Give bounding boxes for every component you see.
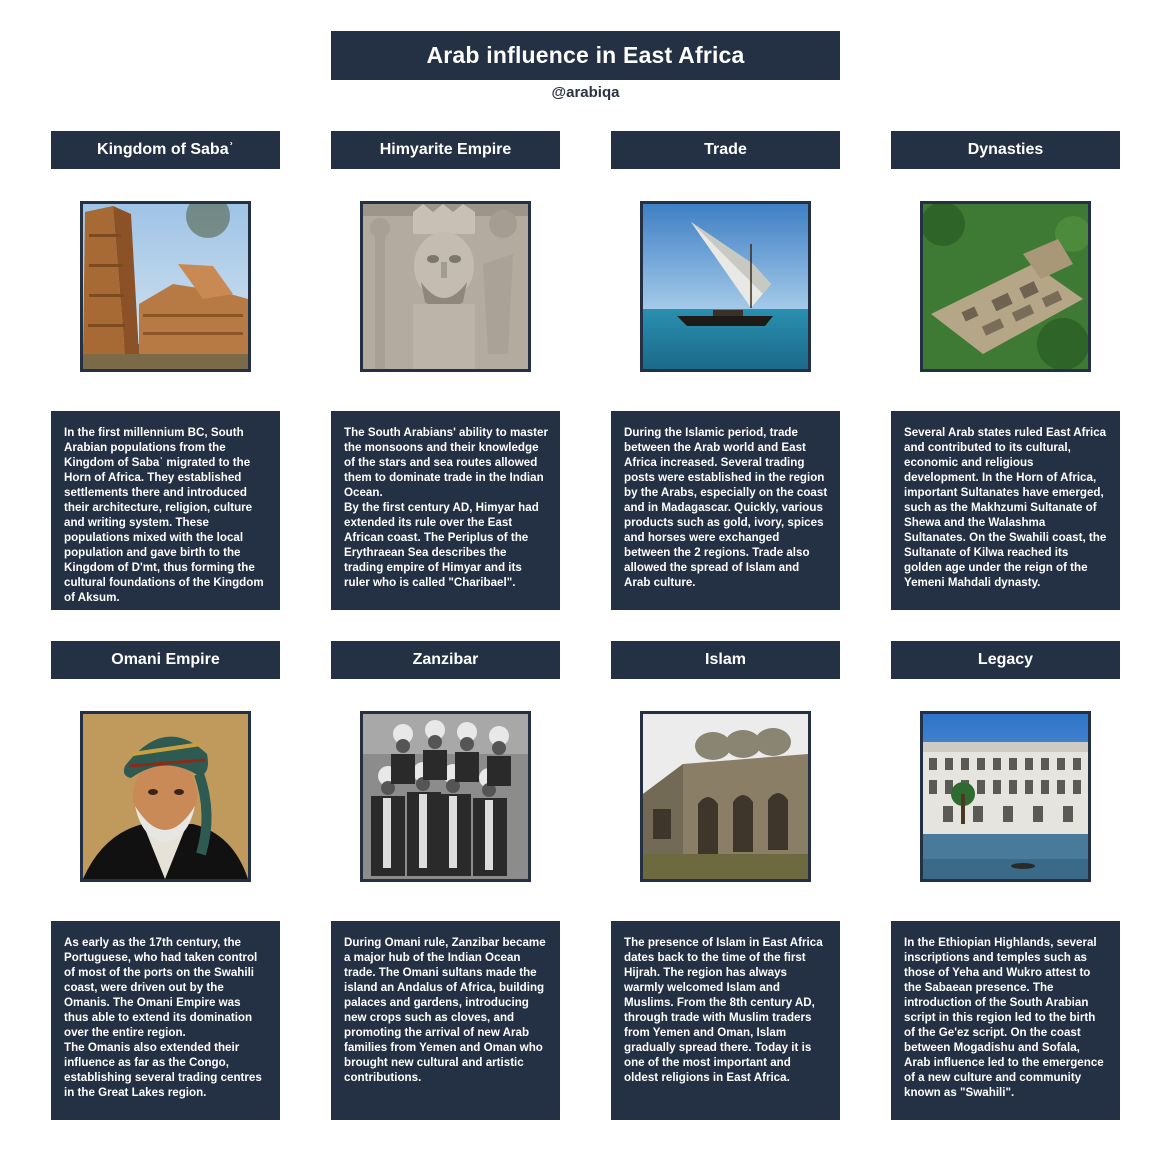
card-trade <box>611 131 840 620</box>
card-zanzibar <box>331 641 560 1130</box>
aerial-ruins-image <box>920 201 1091 372</box>
card-description: In the Ethiopian Highlands, several inscriptions and temples such as those of Yeha and Wukro attest to the Sabaean presence. The introduction of the South Arabian script in this region led to the birth of the Ge'ez script. On the coast between Mogadishu and Sofala, Arab influence led to the emergence of a new culture and community known as "Swahili". <box>891 921 1120 1120</box>
card-title: Kingdom of Sabaʾ <box>51 131 280 169</box>
card-kingdom-of-saba <box>51 131 280 620</box>
stone-relief-image <box>360 201 531 372</box>
portrait-image <box>80 711 251 882</box>
page-title: Arab influence in East Africa <box>331 31 840 80</box>
card-description: During the Islamic period, trade between the Arab world and East Africa increased. Several trading posts were established in the region by the Arabs, especially on the coast and in Madagascar. Quickly, various products such as gold, ivory, spices and horses were exchanged between the 2 regions. Trade also allowed the spread of Islam and Arab culture. <box>611 411 840 610</box>
mosque-ruins-image <box>640 711 811 882</box>
group-photo-image <box>360 711 531 882</box>
card-title: Omani Empire <box>51 641 280 679</box>
card-title: Zanzibar <box>331 641 560 679</box>
card-description: The presence of Islam in East Africa dates back to the time of the first Hijrah. The region has always warmly welcomed Islam and Muslims. From the 8th century AD, through trade with Muslim traders from Yemen and Oman, Islam gradually spread there. Today it is one of the most important and oldest religions in East Africa. <box>611 921 840 1120</box>
card-omani-empire <box>51 641 280 1130</box>
card-title: Dynasties <box>891 131 1120 169</box>
waterfront-image <box>920 711 1091 882</box>
card-title: Himyarite Empire <box>331 131 560 169</box>
card-description: The South Arabians' ability to master the monsoons and their knowledge of the stars and sea routes allowed them to dominate trade in the Indian Ocean. By the first century AD, Himyar had extended its rule over the East African coast. The Periplus of the Erythraean Sea describes the trading empire of Himyar and its ruler who is called "Charibael". <box>331 411 560 610</box>
dhow-boat-image <box>640 201 811 372</box>
card-description: During Omani rule, Zanzibar became a major hub of the Indian Ocean trade. The Omani sultans made the island an Andalus of Africa, building palaces and gardens, introducing new crops such as cloves, and promoting the arrival of new Arab families from Yemen and Oman who brought new cultural and artistic contributions. <box>331 921 560 1120</box>
card-description: Several Arab states ruled East Africa and contributed to its cultural, economic and religious development. In the Horn of Africa, important Sultanates have emerged, such as the Makhzumi Sultanate of Shewa and the Walashma Sultanates. On the Swahili coast, the Sultanate of Kilwa reached its golden age under the reign of the Yemeni Mahdali dynasty. <box>891 411 1120 610</box>
card-title: Legacy <box>891 641 1120 679</box>
card-legacy <box>891 641 1120 1130</box>
card-title: Trade <box>611 131 840 169</box>
temple-ruins-image <box>80 201 251 372</box>
card-dynasties <box>891 131 1120 620</box>
author-handle: @arabiqa <box>551 84 620 101</box>
card-description: In the first millennium BC, South Arabian populations from the Kingdom of Sabaʾ migrated to the Horn of Africa. They established settlements there and introduced their architecture, religion, culture and writing system. These populations mixed with the local population and gave birth to the Kingdom of D'mt, thus forming the cultural foundations of the Kingdom of Aksum. <box>51 411 280 610</box>
card-himyarite-empire <box>331 131 560 620</box>
card-description: As early as the 17th century, the Portuguese, who had taken control of most of the ports on the Swahili coast, were driven out by the Omanis. The Omani Empire was thus able to extend its domination over the entire region. The Omanis also extended their influence as far as the Congo, establishing several trading centres in the Great Lakes region. <box>51 921 280 1120</box>
card-islam <box>611 641 840 1130</box>
card-title: Islam <box>611 641 840 679</box>
